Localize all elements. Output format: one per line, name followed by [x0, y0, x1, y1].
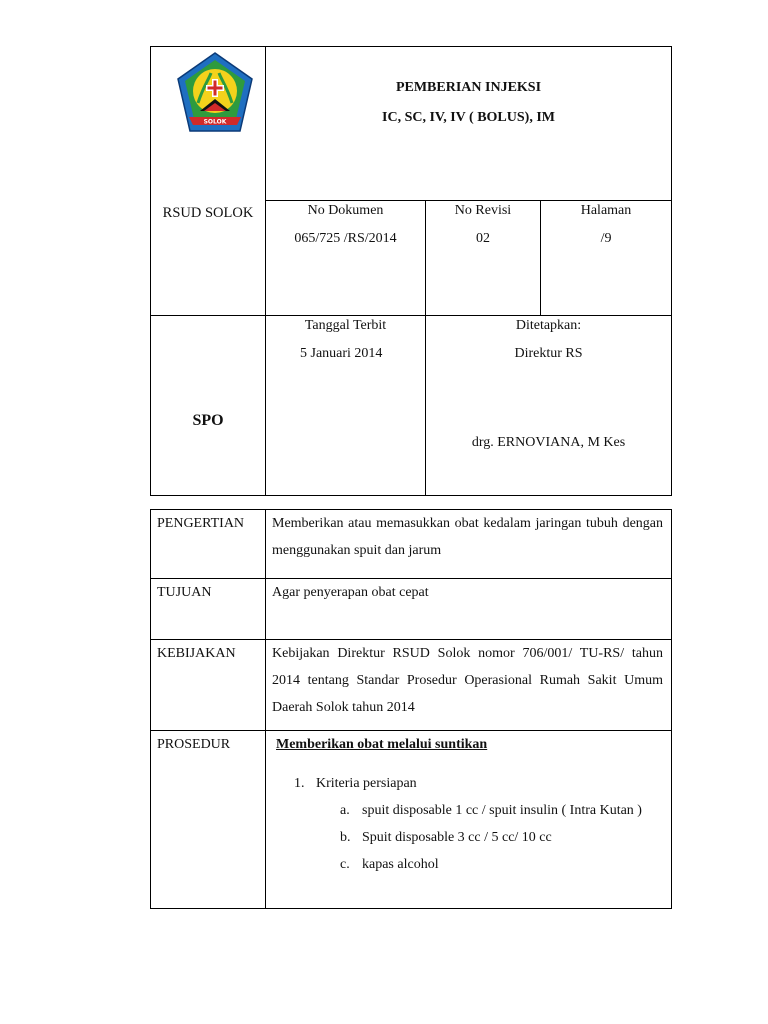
- logo-banner-text: SOLOK: [203, 118, 227, 126]
- sub-list-letter: a.: [340, 803, 350, 818]
- document-subtitle: IC, SC, IV, IV ( BOLUS), IM: [382, 110, 555, 125]
- direktur-name: drg. ERNOVIANA, M Kes: [471, 435, 626, 450]
- document-title: PEMBERIAN INJEKSI: [395, 80, 542, 95]
- ditetapkan-cell: [426, 316, 672, 496]
- tanggal-terbit-value: 5 Januari 2014: [300, 346, 383, 361]
- no-revisi-label: No Revisi: [454, 203, 512, 218]
- list-number: 1.: [294, 776, 305, 791]
- sub-list-letter: c.: [340, 857, 350, 872]
- pengertian-text: Memberikan atau memasukkan obat kedalam jaringan tubuh dengan menggunakan spuit dan jarum: [266, 510, 672, 579]
- tujuan-text: Agar penyerapan obat cepat: [266, 579, 672, 640]
- sub-list-item: [272, 824, 663, 851]
- halaman-value: /9: [600, 231, 612, 246]
- header-table: [150, 46, 672, 496]
- direktur-label: Direktur RS: [514, 346, 583, 361]
- spo-label: SPO: [192, 411, 224, 429]
- kebijakan-label: KEBIJAKAN: [151, 640, 266, 731]
- tanggal-terbit-cell: [266, 316, 426, 496]
- pengertian-label: PENGERTIAN: [151, 510, 266, 579]
- kebijakan-text: Kebijakan Direktur RSUD Solok nomor 706/001/ TU-RS/ tahun 2014 tentang Standar Prosedur Operasional Rumah Sakit Umum Daerah Solok tahun 2014: [266, 640, 672, 731]
- no-dokumen-label: No Dokumen: [307, 203, 384, 218]
- prosedur-cell: [266, 731, 672, 909]
- halaman-label: Halaman: [580, 203, 632, 218]
- list-text: Kriteria persiapan: [316, 776, 417, 791]
- document-title-cell: [266, 47, 672, 201]
- tanggal-terbit-label: Tanggal Terbit: [304, 318, 387, 333]
- procedure-table: [150, 509, 672, 909]
- hospital-logo: [175, 51, 255, 135]
- no-revisi-cell: [426, 201, 541, 316]
- ditetapkan-label: Ditetapkan:: [515, 318, 582, 333]
- sub-list-text: Spuit disposable 3 cc / 5 cc/ 10 cc: [362, 830, 552, 845]
- no-dokumen-cell: [266, 201, 426, 316]
- rsud-solok-emblem-icon: [175, 51, 255, 135]
- sub-list-letter: b.: [340, 830, 351, 845]
- no-revisi-value: 02: [476, 231, 490, 246]
- list-item: [272, 770, 663, 797]
- prosedur-heading: Memberikan obat melalui suntikan: [276, 737, 488, 752]
- halaman-cell: [541, 201, 672, 316]
- spo-cell: [151, 316, 266, 496]
- no-dokumen-value: 065/725 /RS/2014: [294, 231, 397, 246]
- sub-list-item: [272, 851, 663, 878]
- sub-list-text: spuit disposable 1 cc / spuit insulin ( Intra Kutan ): [362, 803, 642, 818]
- tujuan-label: TUJUAN: [151, 579, 266, 640]
- prosedur-label: PROSEDUR: [151, 731, 266, 909]
- hospital-cell: [151, 47, 266, 316]
- sub-list-text: kapas alcohol: [362, 857, 439, 872]
- hospital-name: RSUD SOLOK: [162, 205, 254, 221]
- sub-list-item: [272, 797, 663, 824]
